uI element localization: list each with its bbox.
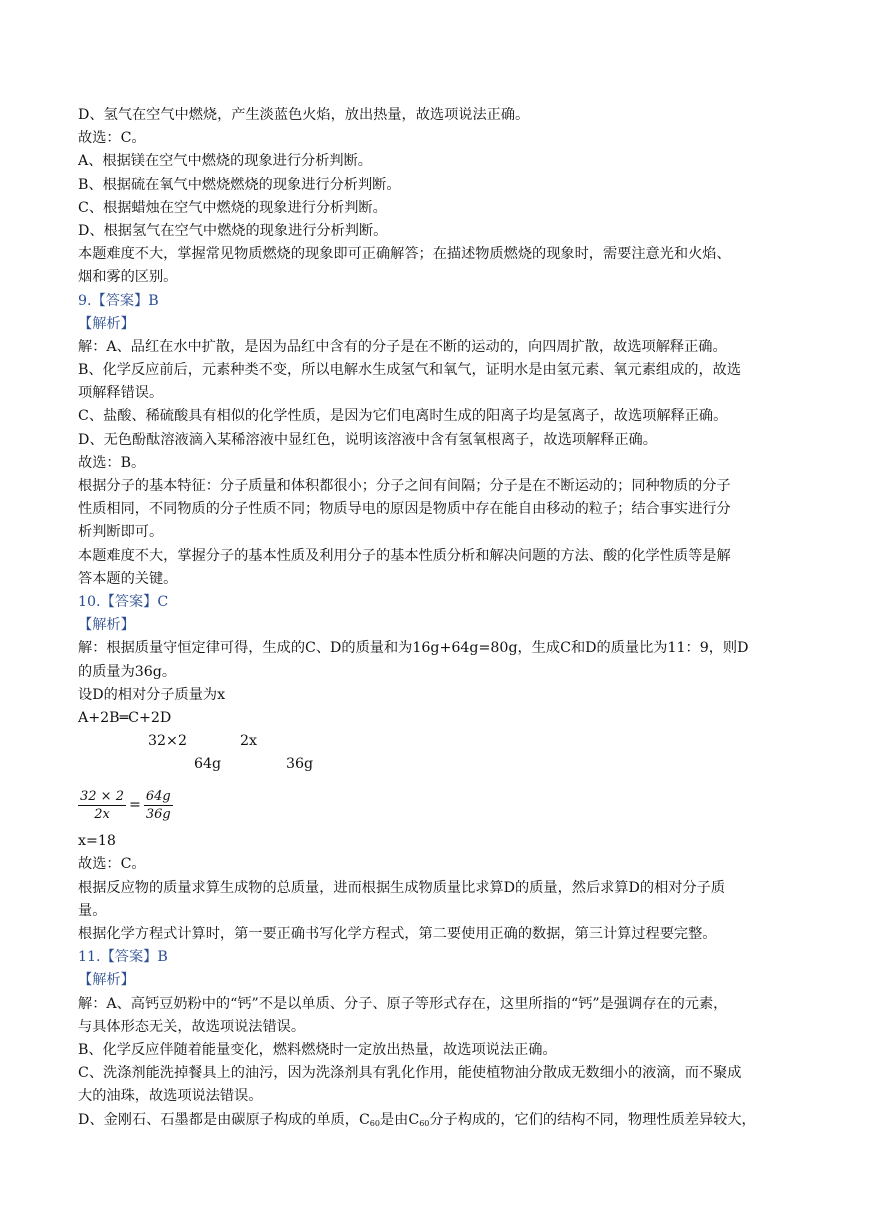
equation-coefficients <box>78 730 798 753</box>
text-line: 根据分子的基本特征：分子质量和体积都很小；分子之间有间隔；分子是在不断运动的；同种物质的分子 <box>78 478 731 494</box>
text-line: 的质量为36g。 <box>78 663 177 680</box>
text-line: 烟和雾的区别。 <box>78 269 178 286</box>
text-line: 性质相同，不同物质的分子性质不同；物质导电的原因是物质中存在能自由移动的粒子；结合事实进行分 <box>78 501 731 518</box>
equals-sign: = <box>128 796 141 813</box>
text-line: 故选：C。 <box>78 130 146 147</box>
text-line: A、根据镁在空气中燃烧的现象进行分析判断。 <box>78 153 372 170</box>
text-line: 解：A、品红在水中扩散，是因为品红中含有的分子是在不断的运动的，向四周扩散，故选项解释正确。 <box>78 338 727 355</box>
answer-heading-9: 9.【答案】B <box>78 292 159 309</box>
answer-heading-10: 10.【答案】C <box>78 593 169 610</box>
text-line: D、根据氢气在空气中燃烧的现象进行分析判断。 <box>78 222 388 239</box>
subscript: 60 <box>369 1118 380 1128</box>
document-page <box>78 104 798 1132</box>
text-line: x=18 <box>78 833 116 850</box>
text-line: C、盐酸、稀硫酸具有相似的化学性质，是因为它们电离时生成的阳离子均是氢离子，故选项解释正确。 <box>78 408 728 425</box>
analysis-heading: 【解析】 <box>78 617 135 634</box>
text-line: 解：A、高钙豆奶粉中的“钙”不是以单质、分子、原子等形式存在，这里所指的“钙”是强调存在的元素， <box>78 995 728 1012</box>
mass-b: 64g <box>194 756 222 773</box>
text-line: 与具体形态无关，故选项说法错误。 <box>78 1018 306 1035</box>
analysis-heading: 【解析】 <box>78 315 135 332</box>
text-segment: 分子构成的，它们的结构不同，物理性质差异较大， <box>429 1111 756 1128</box>
text-segment: D、金刚石、石墨都是由碳原子构成的单质，C <box>78 1111 370 1128</box>
fraction-denominator: 2x <box>94 806 110 822</box>
text-line <box>78 1109 798 1132</box>
text-line: D、无色酚酞溶液滴入某稀溶液中显红色，说明该溶液中含有氢氧根离子，故选项解释正确。 <box>78 431 657 448</box>
analysis-heading: 【解析】 <box>78 972 135 989</box>
chemical-equation: A+2B═C+2D <box>78 709 172 726</box>
text-line: 本题难度不大，掌握分子的基本性质及利用分子的基本性质分析和解决问题的方法、酸的化学性质等是解 <box>78 547 731 564</box>
text-line: 故选：C。 <box>78 856 146 873</box>
text-line: 量。 <box>78 902 107 919</box>
text-line: 大的油珠，故选项说法错误。 <box>78 1088 263 1105</box>
text-line: C、洗涤剂能洗掉餐具上的油污，因为洗涤剂具有乳化作用，能使植物油分散成无数细小的液滴，而不聚成 <box>78 1065 742 1082</box>
proportion-equation <box>78 780 798 830</box>
fraction-numerator: 32 × 2 <box>80 788 124 804</box>
answer-heading-11: 11.【答案】B <box>78 949 168 966</box>
text-line: C、根据蜡烛在空气中燃烧的现象进行分析判断。 <box>78 199 387 216</box>
text-line: 根据反应物的质量求算生成物的总质量，进而根据生成物质量比求算D的质量，然后求算D的相对分子质 <box>78 879 726 896</box>
equation-masses <box>78 753 798 780</box>
subscript: 60 <box>419 1118 430 1128</box>
text-line: 根据化学方程式计算时，第一要正确书写化学方程式，第二要使用正确的数据，第三计算过程要完整。 <box>78 926 717 942</box>
text-line: B、化学反应前后，元素种类不变，所以电解水生成氢气和氧气，证明水是由氢元素、氧元素组成的，故选 <box>78 362 742 379</box>
fraction-right <box>144 788 173 823</box>
text-line: 设D的相对分子质量为x <box>78 686 226 703</box>
fraction-denominator: 36g <box>145 806 171 822</box>
text-line: 解：根据质量守恒定律可得，生成的C、D的质量和为16g+64g=80g，生成C和D的质量比为11：9，则D <box>78 640 749 657</box>
text-line: D、氢气在空气中燃烧，产生淡蓝色火焰，放出热量，故选项说法正确。 <box>78 107 530 123</box>
text-line: B、化学反应伴随着能量变化，燃料燃烧时一定放出热量，故选项说法正确。 <box>78 1041 557 1058</box>
text-line: 本题难度不大，掌握常见物质燃烧的现象即可正确解答；在描述物质燃烧的现象时，需要注意光和火焰、 <box>78 246 731 263</box>
text-line: 答本题的关键。 <box>78 570 178 587</box>
fraction-left <box>78 788 126 823</box>
text-segment: 是由C <box>379 1111 420 1128</box>
mass-d: 36g <box>286 756 314 773</box>
coefficient-b: 32×2 <box>148 733 187 750</box>
text-line: 项解释错误。 <box>78 385 164 402</box>
fraction-numerator: 64g <box>145 788 171 804</box>
coefficient-d: 2x <box>240 733 258 750</box>
text-line: B、根据硫在氧气中燃烧燃烧的现象进行分析判断。 <box>78 176 401 193</box>
text-line: 析判断即可。 <box>78 524 164 541</box>
text-line: 故选：B。 <box>78 454 146 471</box>
